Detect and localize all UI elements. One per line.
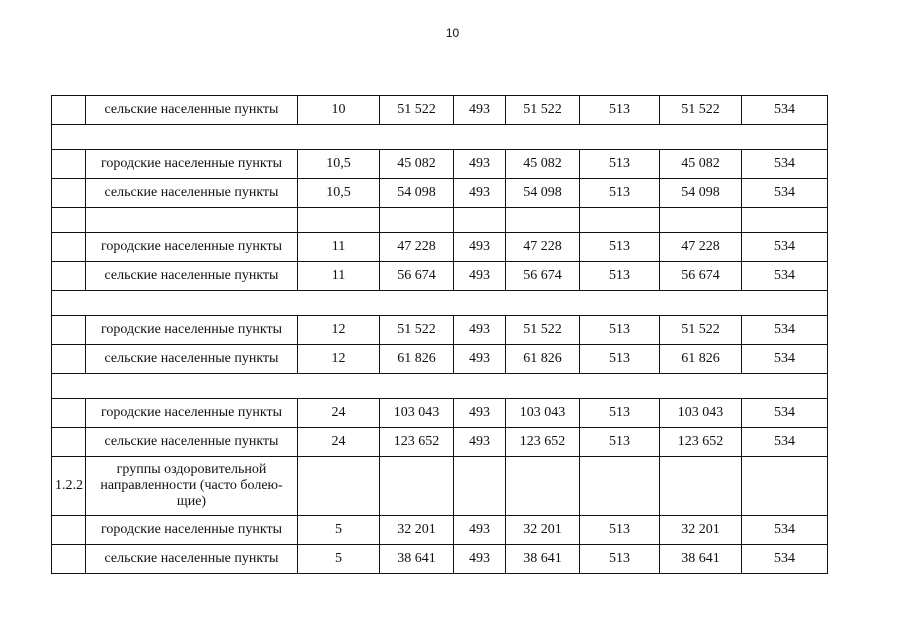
coef-3: 534 bbox=[742, 399, 828, 428]
empty-cell bbox=[86, 208, 298, 233]
row-hours: 12 bbox=[298, 316, 380, 345]
row-number bbox=[52, 179, 86, 208]
coef-3: 534 bbox=[742, 516, 828, 545]
coef-2: 513 bbox=[580, 316, 660, 345]
value-3: 61 826 bbox=[660, 345, 742, 374]
row-name: городские населенные пункты bbox=[86, 516, 298, 545]
row-hours: 12 bbox=[298, 345, 380, 374]
empty-cell bbox=[742, 208, 828, 233]
empty-cell bbox=[580, 208, 660, 233]
value-3: 103 043 bbox=[660, 399, 742, 428]
table-row bbox=[52, 457, 828, 516]
row-name: городские населенные пункты bbox=[86, 233, 298, 262]
value-2 bbox=[506, 457, 580, 516]
coef-2: 513 bbox=[580, 345, 660, 374]
value-2: 54 098 bbox=[506, 179, 580, 208]
value-2: 32 201 bbox=[506, 516, 580, 545]
coef-3: 534 bbox=[742, 179, 828, 208]
value-2: 45 082 bbox=[506, 150, 580, 179]
value-1: 51 522 bbox=[380, 96, 454, 125]
coef-1: 493 bbox=[454, 516, 506, 545]
empty-cell bbox=[380, 208, 454, 233]
value-3: 45 082 bbox=[660, 150, 742, 179]
value-1: 103 043 bbox=[380, 399, 454, 428]
row-number bbox=[52, 516, 86, 545]
value-3: 54 098 bbox=[660, 179, 742, 208]
coef-1: 493 bbox=[454, 428, 506, 457]
coef-2: 513 bbox=[580, 428, 660, 457]
empty-row-cell bbox=[52, 291, 828, 316]
coef-1: 493 bbox=[454, 545, 506, 574]
empty-row-cell bbox=[52, 374, 828, 399]
value-2: 56 674 bbox=[506, 262, 580, 291]
row-number bbox=[52, 345, 86, 374]
value-1: 32 201 bbox=[380, 516, 454, 545]
coef-1: 493 bbox=[454, 316, 506, 345]
row-number bbox=[52, 316, 86, 345]
coef-1: 493 bbox=[454, 150, 506, 179]
row-number bbox=[52, 428, 86, 457]
value-2: 123 652 bbox=[506, 428, 580, 457]
row-number bbox=[52, 233, 86, 262]
tariff-table bbox=[51, 95, 828, 574]
value-2: 47 228 bbox=[506, 233, 580, 262]
coef-3: 534 bbox=[742, 96, 828, 125]
value-2: 51 522 bbox=[506, 96, 580, 125]
empty-cell bbox=[298, 208, 380, 233]
table-row bbox=[52, 208, 828, 233]
empty-cell bbox=[52, 208, 86, 233]
coef-2: 513 bbox=[580, 399, 660, 428]
table-row bbox=[52, 150, 828, 179]
row-hours: 10 bbox=[298, 96, 380, 125]
row-name: городские населенные пункты bbox=[86, 399, 298, 428]
coef-2: 513 bbox=[580, 96, 660, 125]
row-hours: 11 bbox=[298, 233, 380, 262]
row-name: сельские населенные пункты bbox=[86, 545, 298, 574]
row-number: 1.2.2 bbox=[52, 457, 86, 516]
table-row bbox=[52, 179, 828, 208]
row-hours: 5 bbox=[298, 516, 380, 545]
row-number bbox=[52, 150, 86, 179]
row-name: сельские населенные пункты bbox=[86, 179, 298, 208]
coef-1: 493 bbox=[454, 96, 506, 125]
row-hours: 24 bbox=[298, 428, 380, 457]
value-1: 38 641 bbox=[380, 545, 454, 574]
value-3: 123 652 bbox=[660, 428, 742, 457]
value-3: 51 522 bbox=[660, 316, 742, 345]
value-3: 38 641 bbox=[660, 545, 742, 574]
value-1: 61 826 bbox=[380, 345, 454, 374]
row-name: сельские населенные пункты bbox=[86, 428, 298, 457]
row-hours bbox=[298, 457, 380, 516]
value-3: 56 674 bbox=[660, 262, 742, 291]
row-name: городские населенные пункты bbox=[86, 316, 298, 345]
value-2: 61 826 bbox=[506, 345, 580, 374]
table-row bbox=[52, 96, 828, 125]
row-number bbox=[52, 399, 86, 428]
row-name: городские населенные пункты bbox=[86, 150, 298, 179]
table-row bbox=[52, 233, 828, 262]
empty-cell bbox=[454, 208, 506, 233]
coef-1 bbox=[454, 457, 506, 516]
table-row bbox=[52, 125, 828, 150]
row-name: сельские населенные пункты bbox=[86, 96, 298, 125]
empty-row-cell bbox=[52, 125, 828, 150]
table-row bbox=[52, 345, 828, 374]
row-number bbox=[52, 96, 86, 125]
row-hours: 5 bbox=[298, 545, 380, 574]
table-row bbox=[52, 545, 828, 574]
empty-cell bbox=[506, 208, 580, 233]
row-name: группы оздоровительной направленности (часто болею-щие) bbox=[86, 457, 298, 516]
coef-1: 493 bbox=[454, 233, 506, 262]
row-name: сельские населенные пункты bbox=[86, 262, 298, 291]
table-row bbox=[52, 374, 828, 399]
row-hours: 10,5 bbox=[298, 179, 380, 208]
value-3 bbox=[660, 457, 742, 516]
value-2: 51 522 bbox=[506, 316, 580, 345]
coef-3: 534 bbox=[742, 262, 828, 291]
coef-3: 534 bbox=[742, 316, 828, 345]
value-2: 103 043 bbox=[506, 399, 580, 428]
value-1: 123 652 bbox=[380, 428, 454, 457]
coef-2: 513 bbox=[580, 233, 660, 262]
coef-1: 493 bbox=[454, 179, 506, 208]
row-hours: 11 bbox=[298, 262, 380, 291]
table-row bbox=[52, 516, 828, 545]
row-hours: 10,5 bbox=[298, 150, 380, 179]
coef-3 bbox=[742, 457, 828, 516]
row-number bbox=[52, 545, 86, 574]
coef-2: 513 bbox=[580, 262, 660, 291]
table-row bbox=[52, 291, 828, 316]
value-1: 56 674 bbox=[380, 262, 454, 291]
coef-2: 513 bbox=[580, 545, 660, 574]
row-name: сельские населенные пункты bbox=[86, 345, 298, 374]
value-3: 51 522 bbox=[660, 96, 742, 125]
value-1: 47 228 bbox=[380, 233, 454, 262]
row-hours: 24 bbox=[298, 399, 380, 428]
table-row bbox=[52, 316, 828, 345]
table-row bbox=[52, 428, 828, 457]
value-1: 45 082 bbox=[380, 150, 454, 179]
value-1: 54 098 bbox=[380, 179, 454, 208]
coef-3: 534 bbox=[742, 150, 828, 179]
coef-3: 534 bbox=[742, 545, 828, 574]
coef-1: 493 bbox=[454, 345, 506, 374]
value-1 bbox=[380, 457, 454, 516]
coef-3: 534 bbox=[742, 233, 828, 262]
page-number: 10 bbox=[445, 26, 460, 40]
table-row bbox=[52, 262, 828, 291]
value-3: 47 228 bbox=[660, 233, 742, 262]
value-2: 38 641 bbox=[506, 545, 580, 574]
coef-1: 493 bbox=[454, 399, 506, 428]
table-body bbox=[52, 96, 828, 574]
value-3: 32 201 bbox=[660, 516, 742, 545]
coef-2 bbox=[580, 457, 660, 516]
coef-3: 534 bbox=[742, 428, 828, 457]
coef-1: 493 bbox=[454, 262, 506, 291]
value-1: 51 522 bbox=[380, 316, 454, 345]
coef-3: 534 bbox=[742, 345, 828, 374]
row-number bbox=[52, 262, 86, 291]
coef-2: 513 bbox=[580, 179, 660, 208]
table-row bbox=[52, 399, 828, 428]
empty-cell bbox=[660, 208, 742, 233]
coef-2: 513 bbox=[580, 516, 660, 545]
coef-2: 513 bbox=[580, 150, 660, 179]
